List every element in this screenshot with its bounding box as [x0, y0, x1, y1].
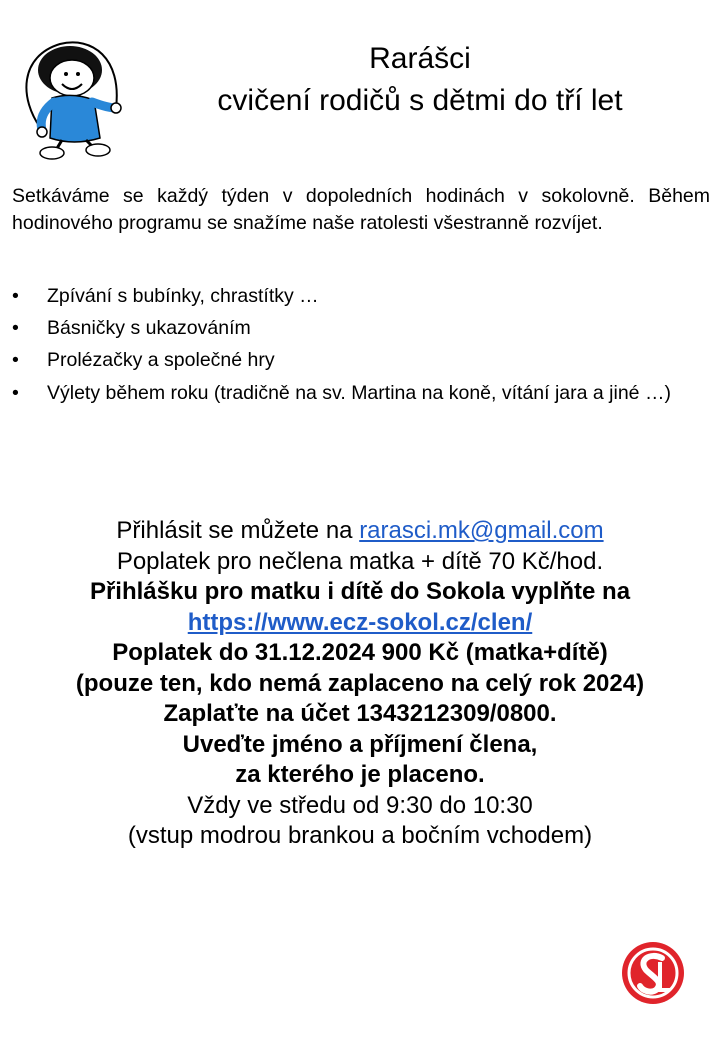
activity-list: [12, 282, 710, 412]
fee-deadline: Poplatek do 31.12.2024 900 Kč (matka+dítě): [112, 639, 608, 666]
account-info: Zaplaťte na účet 1343212309/0800.: [163, 700, 557, 727]
list-item-text: Básničky s ukazováním: [47, 317, 251, 339]
bullet-marker: •: [12, 317, 19, 339]
title-line-2: cvičení rodičů s dětmi do tří let: [217, 84, 623, 117]
intro-paragraph: Setkáváme se každý týden v dopoledních hodinách v sokolovně. Během hodinového programu se snažíme naše ratolesti všestranně rozvíjet.: [12, 185, 710, 234]
list-item-text: Výlety během roku (tradičně na sv. Martina na koně, vítání jara a jiné …): [47, 382, 671, 404]
list-item-text: Prolézačky a společné hry: [47, 349, 275, 371]
name-note-1: Uveďte jméno a příjmení člena,: [182, 730, 538, 758]
sokol-logo-icon: [620, 940, 686, 1006]
page-title: [150, 38, 690, 122]
list-item: [12, 346, 710, 374]
bullet-marker: •: [12, 382, 19, 404]
signup-line: [10, 516, 710, 547]
bullet-marker: •: [12, 285, 19, 307]
application-url-line: [10, 608, 710, 639]
application-text: Přihlášku pro matku i dítě do Sokola vyplňte na: [89, 578, 631, 605]
bullet-marker: •: [12, 349, 19, 371]
entrance-note: (vstup modrou brankou a bočním vchodem): [127, 822, 593, 849]
fee-nonmember: Poplatek pro nečlena matka + dítě 70 Kč/hod.: [116, 547, 604, 575]
list-item: [12, 282, 710, 310]
application-url-link[interactable]: https://www.ecz-sokol.cz/clen/: [187, 608, 533, 636]
fee-note: (pouze ten, kdo nemá zaplaceno na celý rok 2024): [75, 669, 645, 697]
info-block: [10, 516, 710, 852]
list-item-text: Zpívání s bubínky, chrastítky …: [47, 285, 319, 307]
schedule: Vždy ve středu od 9:30 do 10:30: [187, 791, 533, 819]
list-item: [12, 378, 710, 408]
email-link[interactable]: rarasci.mk@gmail.com: [359, 517, 604, 544]
list-item: [12, 314, 710, 342]
title-line-1: Rarášci: [369, 42, 471, 75]
jump-rope-girl-icon: [12, 38, 132, 160]
name-note-2: za kterého je placeno.: [235, 761, 485, 788]
signup-prefix: Přihlásit se můžete na: [116, 517, 360, 544]
